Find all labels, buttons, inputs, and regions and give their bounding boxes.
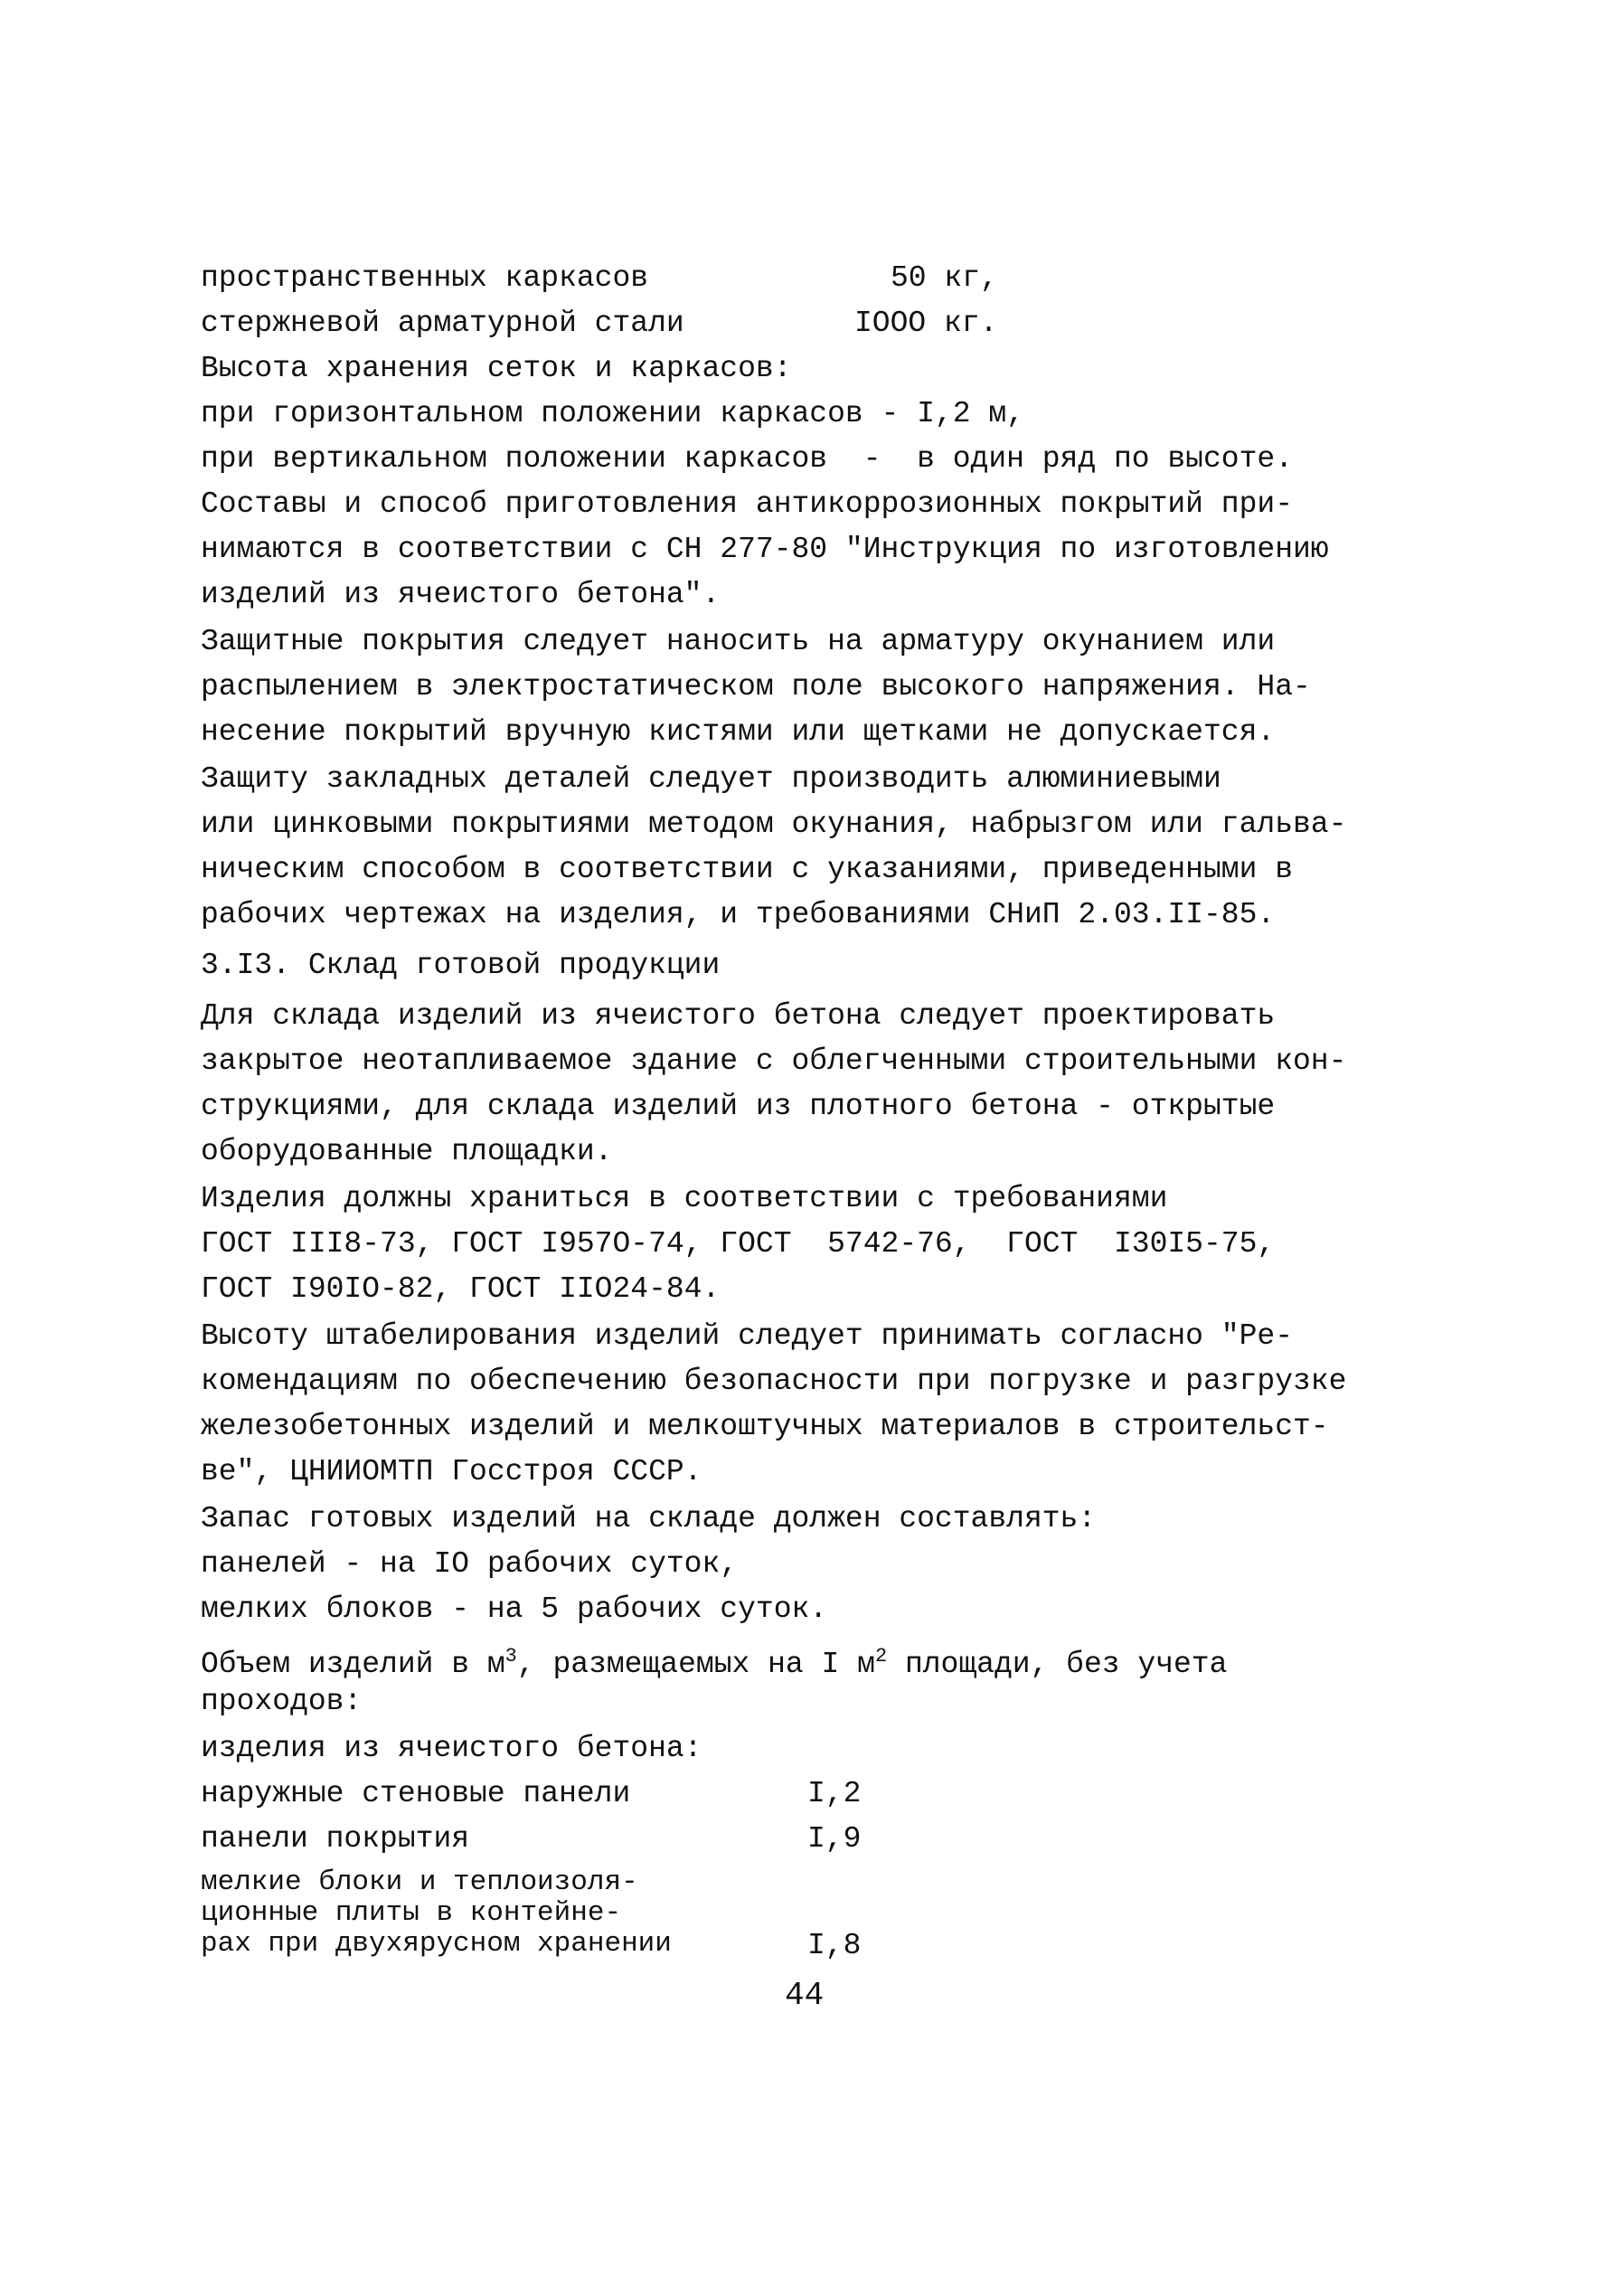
text-line: при горизонтальном положении каркасов - I,2 м, bbox=[201, 397, 1024, 430]
section-heading: 3.I3. Склад готовой продукции bbox=[201, 949, 721, 982]
table-row-label: рах при двухярусном хранении bbox=[201, 1928, 672, 1960]
text-segment: , размещаемых на I м bbox=[516, 1648, 875, 1681]
paragraph-line: Запас готовых изделий на складе должен составлять: bbox=[201, 1502, 1097, 1535]
paragraph-line: оборудованные площадки. bbox=[201, 1135, 613, 1168]
paragraph-line bbox=[201, 1639, 1227, 1683]
paragraph-line: распылением в электростатическом поле высокого напряжения. На- bbox=[201, 670, 1311, 704]
table-heading: изделия из ячеистого бетона: bbox=[201, 1732, 702, 1765]
superscript: 3 bbox=[504, 1645, 517, 1668]
table-row-value: I,8 bbox=[807, 1929, 862, 1962]
text-segment: площади, без учета bbox=[887, 1648, 1228, 1681]
table-row-label: ционные плиты в контейне- bbox=[201, 1897, 622, 1929]
text-line: Высота хранения сеток и каркасов: bbox=[201, 352, 792, 385]
paragraph-line: или цинковыми покрытиями методом окунания, набрызгом или гальва- bbox=[201, 808, 1347, 841]
paragraph-line: Защиту закладных деталей следует производить алюминиевыми bbox=[201, 762, 1221, 796]
page-number: 44 bbox=[785, 1977, 825, 2014]
paragraph-line: рабочих чертежах на изделия, и требованиями СНиП 2.03.II-85. bbox=[201, 898, 1276, 931]
paragraph-line: закрытое неотапливаемое здание с облегченными строительными кон- bbox=[201, 1044, 1347, 1078]
text-line: стержневой арматурной стали bbox=[201, 307, 684, 340]
value-text: IOOO кг. bbox=[854, 307, 998, 340]
paragraph-line: комендациям по обеспечению безопасности при погрузке и разгрузке bbox=[201, 1365, 1347, 1398]
paragraph-line: струкциями, для склада изделий из плотного бетона - открытые bbox=[201, 1090, 1276, 1123]
paragraph-line: проходов: bbox=[201, 1685, 363, 1718]
text-segment: Объем изделий в м bbox=[201, 1648, 505, 1681]
paragraph-line: Для склада изделий из ячеистого бетона следует проектировать bbox=[201, 999, 1276, 1033]
list-item: мелких блоков - на 5 рабочих суток. bbox=[201, 1592, 828, 1626]
paragraph-line: ГОСТ III8-73, ГОСТ I957O-74, ГОСТ 5742-76, ГОСТ I30I5-75, bbox=[201, 1227, 1276, 1261]
paragraph-line: ническим способом в соответствии с указаниями, приведенными в bbox=[201, 853, 1293, 886]
paragraph-line: изделий из ячеистого бетона". bbox=[201, 578, 721, 611]
paragraph-line: Изделия должны храниться в соответствии с требованиями bbox=[201, 1182, 1168, 1215]
paragraph-line: железобетонных изделий и мелкоштучных материалов в строительст- bbox=[201, 1410, 1329, 1443]
paragraph-line: ве", ЦНИИОМТП Госстроя СССР. bbox=[201, 1455, 702, 1488]
list-item: панелей - на IO рабочих суток, bbox=[201, 1547, 739, 1581]
paragraph-line: Высоту штабелирования изделий следует принимать согласно "Ре- bbox=[201, 1319, 1293, 1353]
table-row-label: панели покрытия bbox=[201, 1822, 470, 1856]
paragraph-line: Защитные покрытия следует наносить на арматуру окунанием или bbox=[201, 625, 1276, 658]
table-row-label: наружные стеновые панели bbox=[201, 1777, 631, 1810]
paragraph-line: несение покрытий вручную кистями или щетками не допускается. bbox=[201, 715, 1276, 749]
superscript: 2 bbox=[874, 1645, 888, 1668]
text-line: пространственных каркасов bbox=[201, 261, 649, 295]
table-row-value: I,9 bbox=[807, 1822, 862, 1856]
table-row-label: мелкие блоки и теплоизоля- bbox=[201, 1866, 638, 1898]
paragraph-line: ГОСТ I90IO-82, ГОСТ IIO24-84. bbox=[201, 1272, 721, 1306]
paragraph-line: нимаются в соответствии с СН 277-80 "Инструкция по изготовлению bbox=[201, 533, 1329, 566]
table-row-value: I,2 bbox=[807, 1777, 862, 1810]
paragraph-line: Составы и способ приготовления антикоррозионных покрытий при- bbox=[201, 487, 1293, 521]
value-text: 50 кг, bbox=[891, 261, 998, 295]
text-line: при вертикальном положении каркасов - в один ряд по высоте. bbox=[201, 442, 1293, 476]
